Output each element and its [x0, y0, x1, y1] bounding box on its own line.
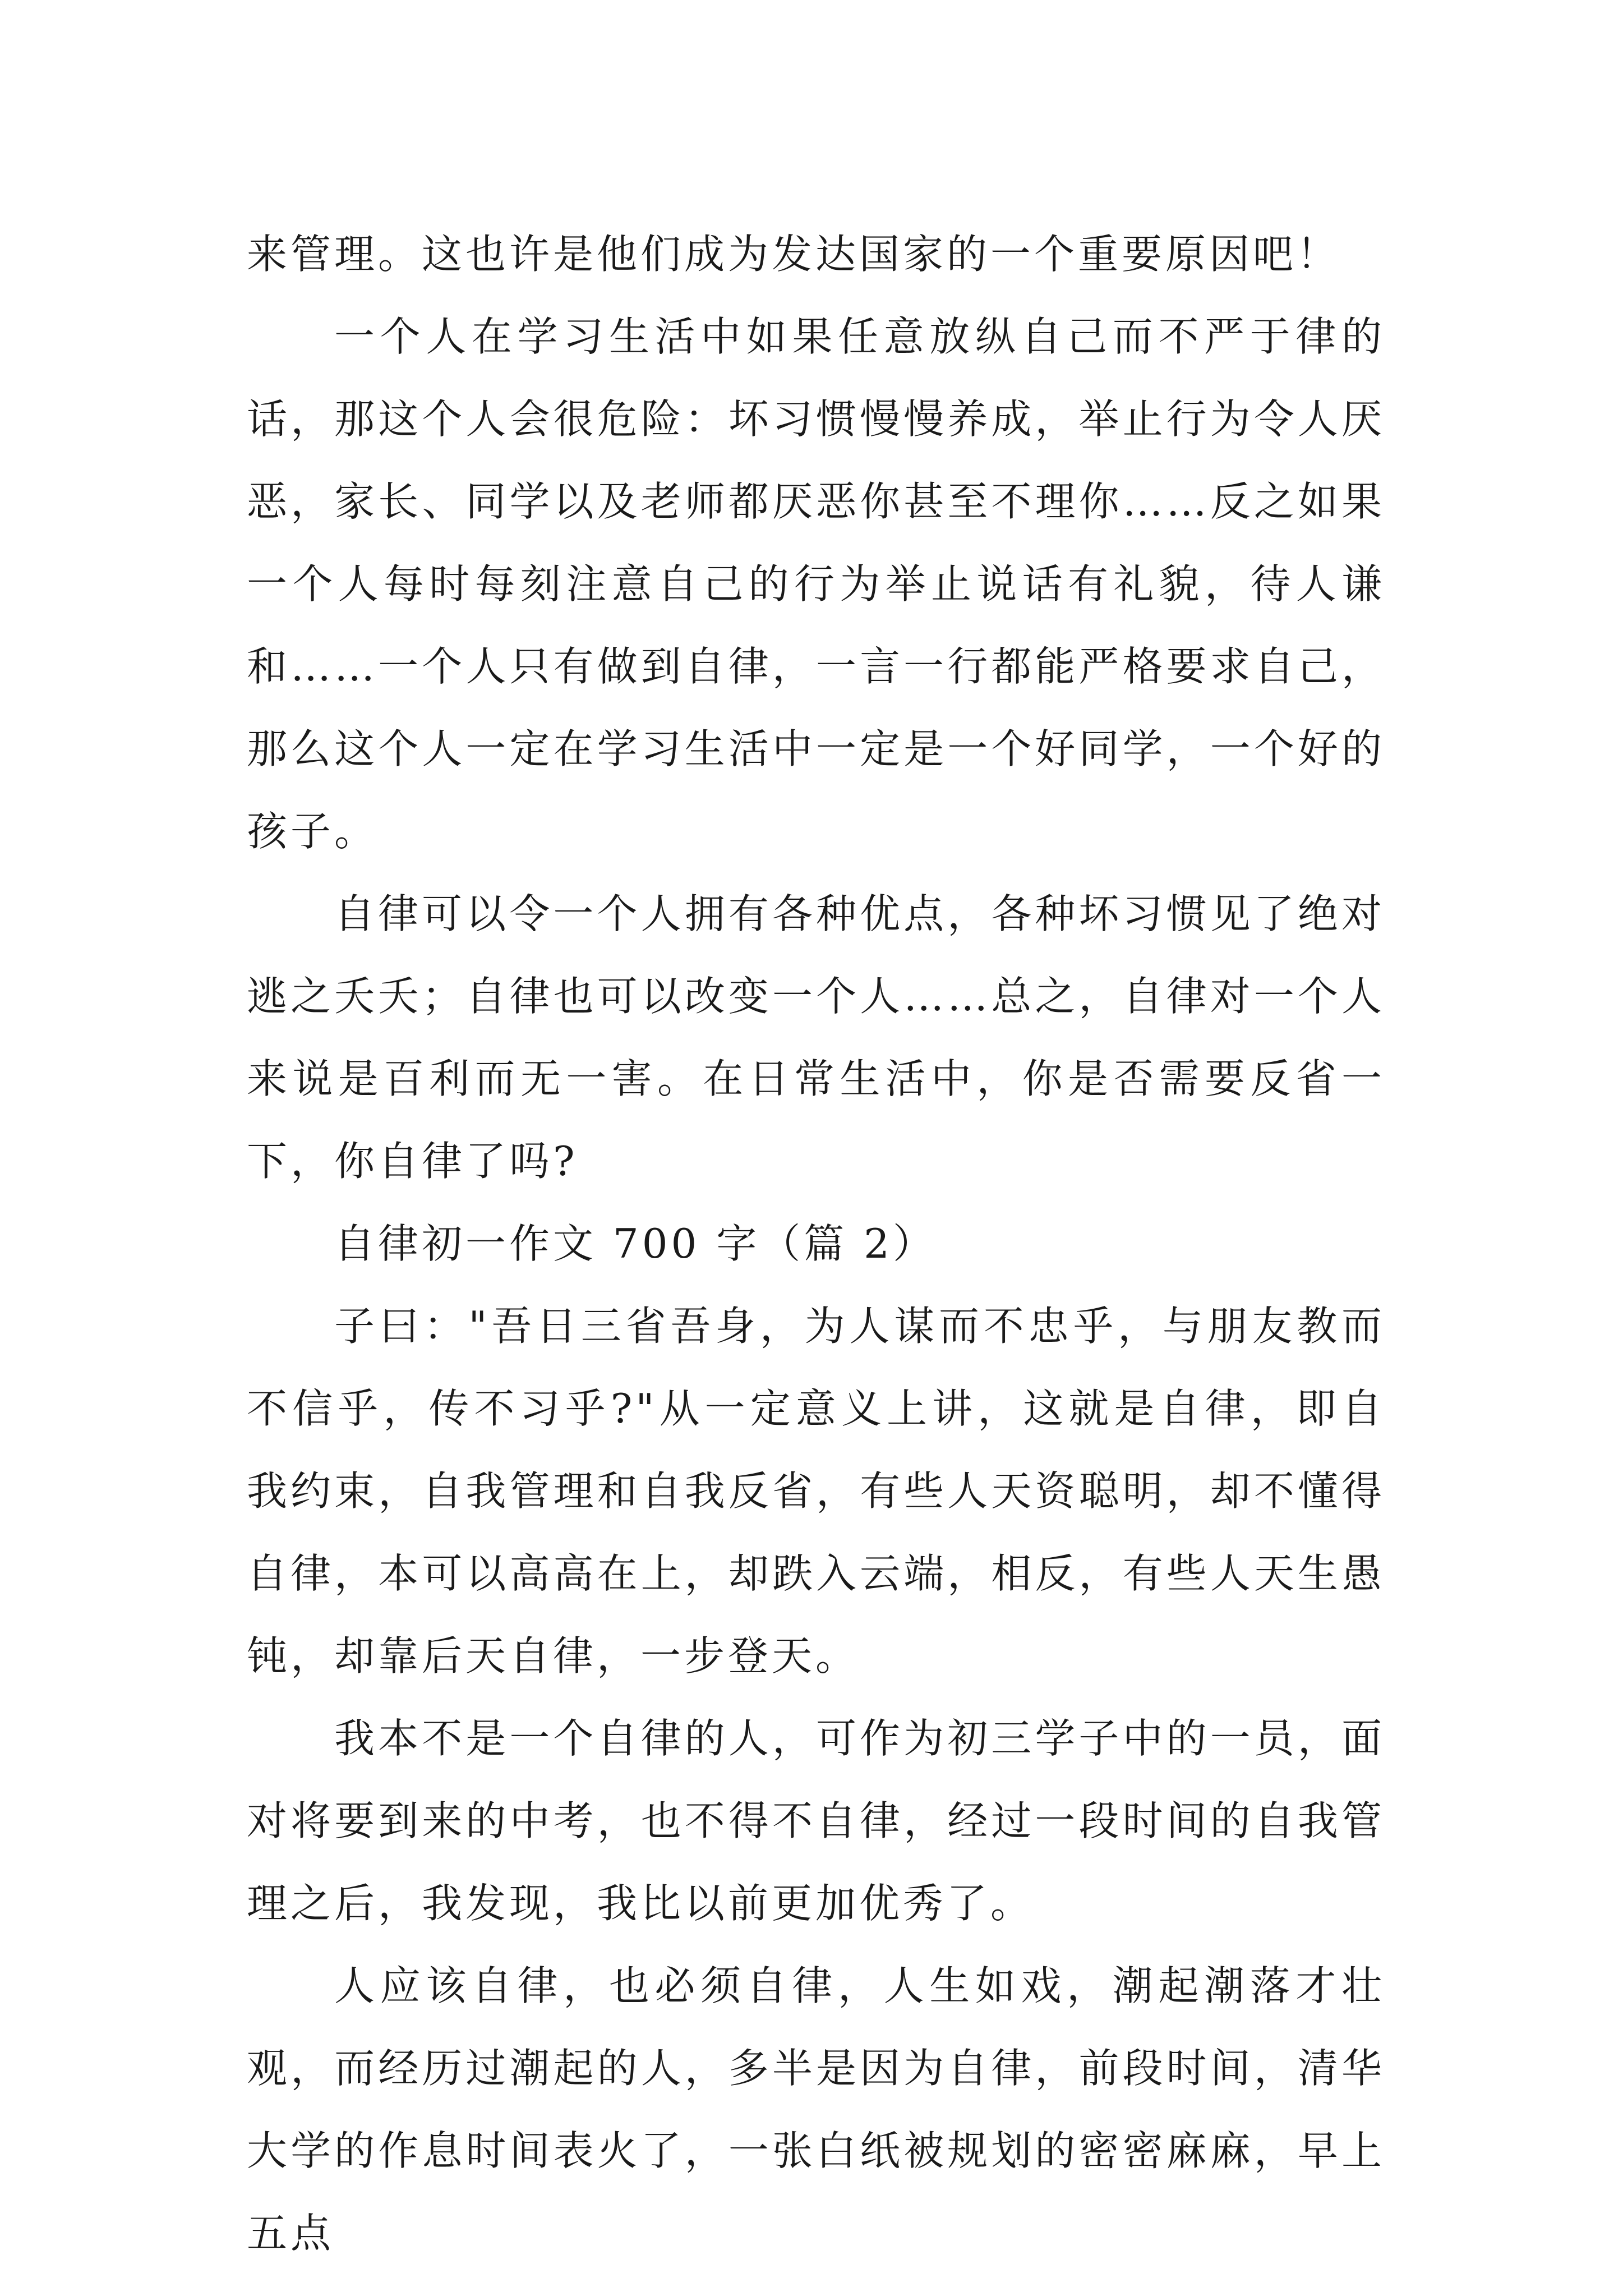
paragraph-6: 人应该自律，也必须自律，人生如戏，潮起潮落才壮观，而经历过潮起的人，多半是因为自律，前段时间，清华大学的作息时间表火了，一张白纸被规划的密密麻麻，早上五点 [247, 1962, 1385, 2257]
paragraph-1: 来管理。这也许是他们成为发达国家的一个重要原因吧！ [247, 231, 1341, 278]
paragraph-5: 我本不是一个自律的人，可作为初三学子中的一员，面对将要到来的中考，也不得不自律，经过一段时间的自我管理之后，我发现，我比以前更加优秀了。 [247, 1715, 1385, 1927]
document-body [247, 213, 1385, 2275]
paragraph-4: 子曰："吾日三省吾身，为人谋而不忠乎，与朋友教而不信乎，传不习乎?"从一定意义上讲，这就是自律，即自我约束，自我管理和自我反省，有些人天资聪明，却不懂得自律，本可以高高在上，却跌入云端，相反，有些人天生愚钝，却靠后天自律，一步登天。 [247, 1303, 1385, 1680]
paragraph-2: 一个人在学习生活中如果任意放纵自己而不严于律的话，那这个人会很危险：坏习惯慢慢养成，举止行为令人厌恶，家长、同学以及老师都厌恶你甚至不理你……反之如果一个人每时每刻注意自己的行为举止说话有礼貌，待人谦和……一个人只有做到自律，一言一行都能严格要求自己，那么这个人一定在学习生活中一定是一个好同学，一个好的孩子。 [247, 313, 1385, 855]
paragraph-3: 自律可以令一个人拥有各种优点，各种坏习惯见了绝对逃之夭夭；自律也可以改变一个人……总之，自律对一个人来说是百利而无一害。在日常生活中，你是否需要反省一下，你自律了吗? [247, 890, 1385, 1185]
section-heading: 自律初一作文 700 字（篇 2） [334, 1220, 937, 1267]
